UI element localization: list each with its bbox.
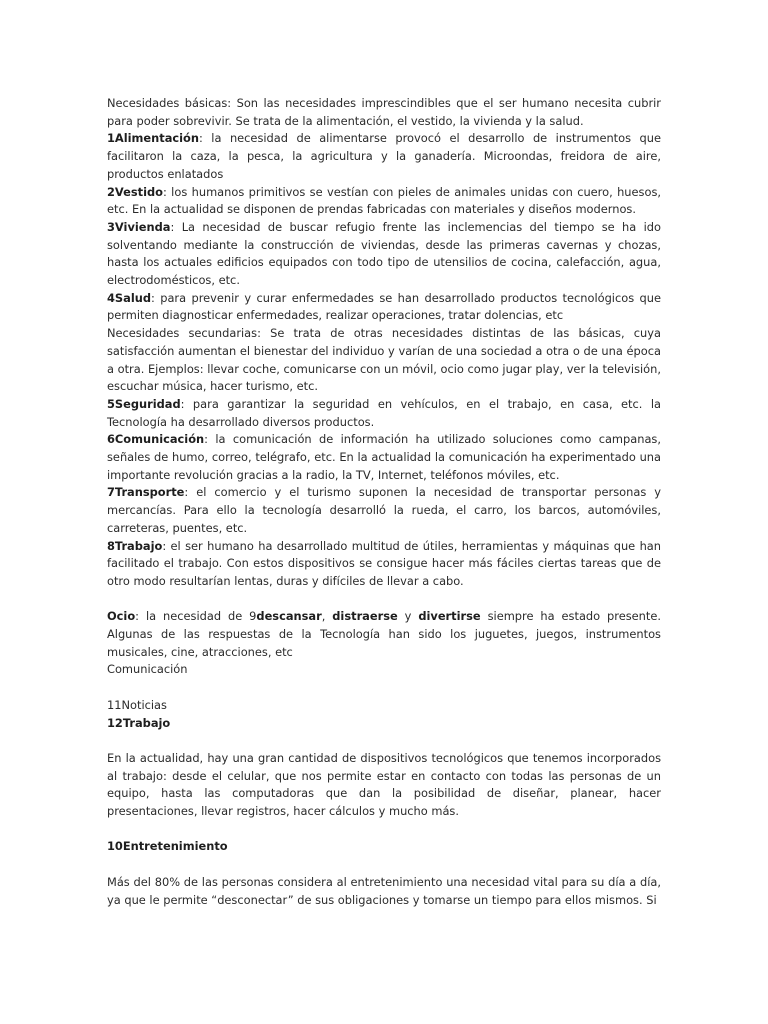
item-comunicacion bbox=[107, 431, 661, 484]
item-transporte bbox=[107, 484, 661, 537]
item-title: 8Trabajo bbox=[107, 538, 163, 553]
spacer bbox=[107, 821, 661, 839]
intro-paragraph: Necesidades básicas: Son las necesidades imprescindibles que el ser humano necesita cubrir para poder sobrevivir. Se trata de la alimentación, el vestido, la vivienda y la salud. bbox=[107, 96, 661, 128]
trabajo-paragraph: En la actualidad, hay una gran cantidad de dispositivos tecnológicos que tenemos incorporados al trabajo: desde el celular, que nos permite estar en contacto con todas las personas de un equipo, hasta las computadoras que dan la posibilidad de diseñar, planear, hacer presentaciones, llevar registros, hacer cálculos y mucho más. bbox=[107, 750, 661, 819]
spacer bbox=[107, 679, 661, 697]
entretenimiento-paragraph: Más del 80% de las personas considera al entretenimiento una necesidad vital para su día a día, ya que le permite “desconectar” de sus obligaciones y tomarse un tiempo para ellos mismos. Si bbox=[107, 874, 661, 907]
trabajo-heading-text: 12Trabajo bbox=[107, 715, 171, 730]
item-text: : La necesidad de buscar refugio frente las inclemencias del tiempo se ha ido solventando mediante la construcción de viviendas, desde las primeras cavernas y chozas, hasta los actuales edificios equipados con todo tipo de utensilios de cocina, calefacción, agua, electrodomésticos, etc. bbox=[107, 219, 661, 288]
ocio-text: y bbox=[397, 609, 419, 624]
item-text: : el comercio y el turismo suponen la necesidad de transportar personas y mercancías. Para ello la tecnología desarrolló la rueda, el carro, los barcos, automóviles, carreteras, puentes, etc. bbox=[107, 485, 661, 535]
secundarias-paragraph: Necesidades secundarias: Se trata de otras necesidades distintas de las básicas, cuya satisfacción aumentan el bienestar del individuo y varían de una sociedad a otra o de una época a otra. Ejemplos: llevar coche, comunicarse con un móvil, ocio como jugar play, ver la televisión, escuchar música, hacer turismo, etc. bbox=[107, 326, 661, 394]
item-vestido bbox=[107, 184, 661, 219]
ocio-text: : la necesidad de 9 bbox=[135, 609, 257, 624]
item-text: : para prevenir y curar enfermedades se han desarrollado productos tecnológicos que permiten diagnosticar enfermedades, realizar operaciones, tratar dolencias, etc bbox=[107, 290, 661, 323]
item-title: 4Salud bbox=[107, 290, 151, 305]
item-title: 7Transporte bbox=[107, 485, 185, 500]
item-alimentacion bbox=[107, 130, 661, 183]
item-salud bbox=[107, 290, 661, 325]
item-text: : para garantizar la seguridad en vehículos, en el trabajo, en casa, etc. la Tecnología ha desarrollado diversos productos. bbox=[107, 396, 661, 429]
entretenimiento-heading-text: 10Entretenimiento bbox=[107, 839, 228, 854]
ocio-bold-divertirse: divertirse bbox=[418, 609, 481, 624]
ocio-text: siempre ha estado presente. Algunas de las respuestas de la Tecnología han sido los juguetes, juegos, instrumentos musicales, cine, atracciones, etc bbox=[107, 609, 661, 659]
item-vivienda bbox=[107, 219, 661, 290]
document-body bbox=[107, 95, 661, 909]
entretenimiento-heading bbox=[107, 838, 661, 856]
ocio-text: , bbox=[321, 609, 333, 624]
ocio-title: Ocio bbox=[107, 609, 136, 624]
item-text: : la necesidad de alimentarse provocó el desarrollo de instrumentos que facilitaron la caza, la pesca, la agricultura y la ganadería. Microondas, freidora de aire, productos enlatados bbox=[107, 131, 661, 181]
item-seguridad bbox=[107, 396, 661, 431]
ocio-bold-distraerse: distraerse bbox=[332, 609, 398, 624]
item-title: 5Seguridad bbox=[107, 396, 181, 411]
item-title: 1Alimentación bbox=[107, 131, 199, 146]
item-text: : la comunicación de información ha utilizado soluciones como campanas, señales de humo, correo, telégrafo, etc. En la actualidad la comunicación ha experimentado una importante revolución gracias a la radio, la TV, Internet, teléfonos móviles, etc. bbox=[107, 432, 661, 482]
spacer bbox=[107, 856, 661, 874]
item-title: 2Vestido bbox=[107, 184, 163, 199]
item-text: : el ser humano ha desarrollado multitud de útiles, herramientas y máquinas que han facilitado el trabajo. Con estos dispositivos se consigue hacer más fáciles ciertas tareas que de otro modo resultarían lentas, duras y difíciles de llevar a cabo. bbox=[107, 538, 661, 588]
item-text: : los humanos primitivos se vestían con pieles de animales unidas con cuero, huesos, etc. En la actualidad se disponen de prendas fabricadas con materiales y diseños modernos. bbox=[107, 184, 661, 217]
ocio-paragraph bbox=[107, 608, 661, 661]
spacer bbox=[107, 591, 661, 609]
trabajo-heading bbox=[107, 715, 661, 733]
comunicacion-label: Comunicación bbox=[107, 662, 188, 677]
item-title: 6Comunicación bbox=[107, 432, 205, 447]
item-trabajo bbox=[107, 538, 661, 591]
spacer bbox=[107, 732, 661, 750]
item-title: 3Vivienda bbox=[107, 219, 171, 234]
noticias-line: 11Noticias bbox=[107, 697, 167, 712]
ocio-bold-descansar: descansar bbox=[256, 609, 322, 624]
